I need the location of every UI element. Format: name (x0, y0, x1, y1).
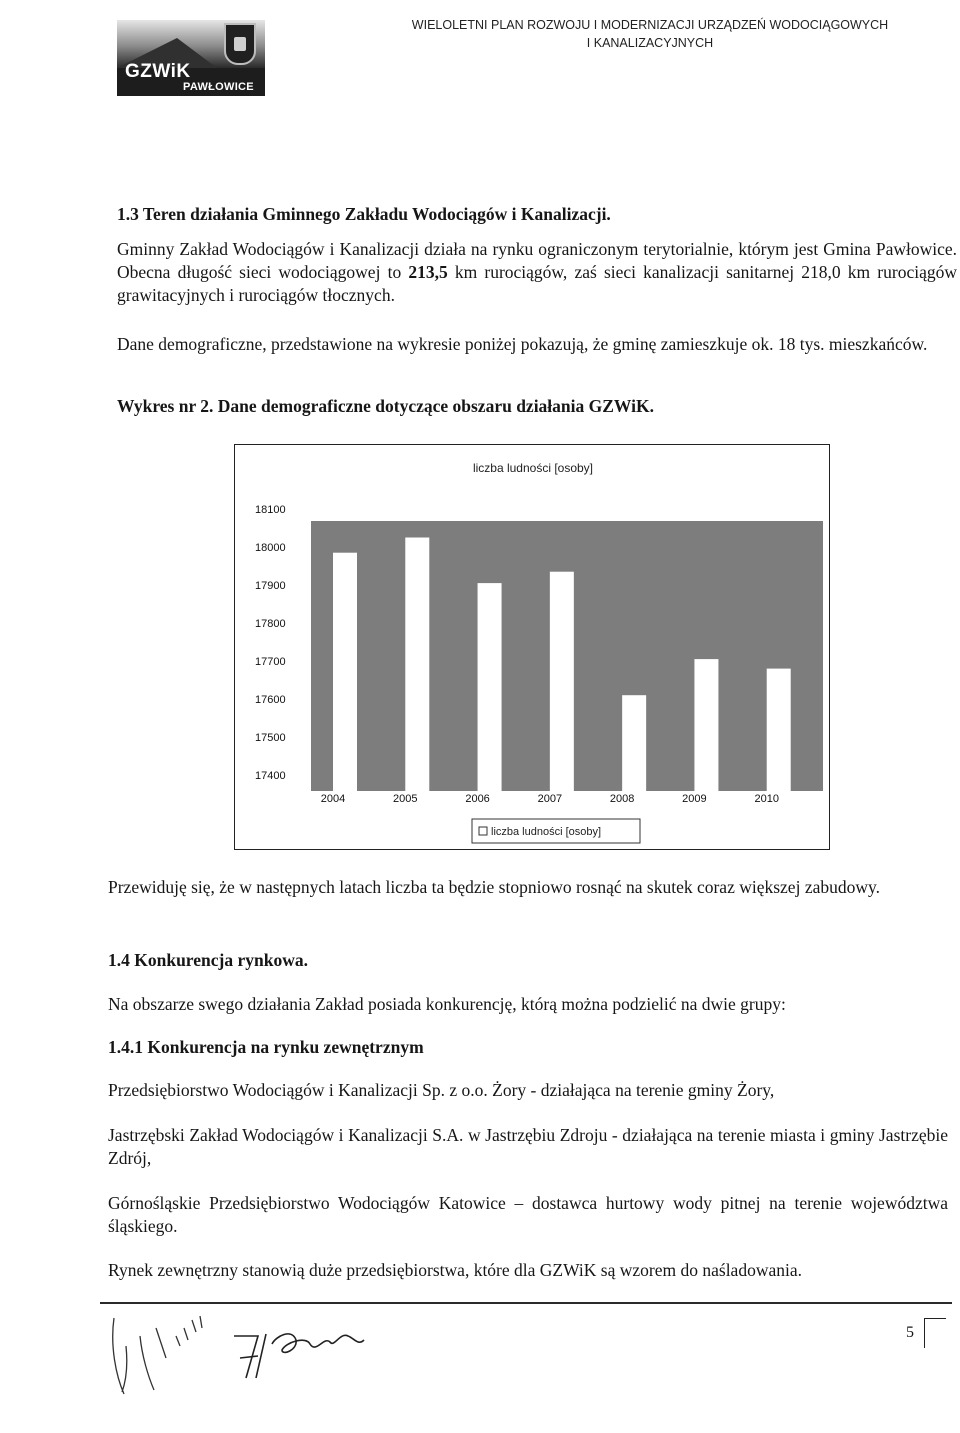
gzwik-logo (117, 20, 265, 96)
competitor-item-2: Jastrzębski Zakład Wodociągów i Kanalizacji S.A. w Jastrzębiu Zdroju - działająca na terenie miasta i gminy Jastrzębie Zdrój, (108, 1125, 948, 1168)
y-tick-17800: 17800 (255, 618, 286, 630)
network-length-value: 213,5 (408, 262, 448, 282)
y-tick-17500: 17500 (255, 732, 286, 744)
section-1-3-heading: 1.3 Teren działania Gminnego Zakładu Wodociągów i Kanalizacji. (117, 204, 611, 224)
y-tick-17600: 17600 (255, 694, 286, 706)
y-tick-17900: 17900 (255, 580, 286, 592)
population-chart (234, 444, 830, 850)
header-title-line2: I KANALIZACYJNYCH (586, 36, 714, 50)
x-tick-2010: 2010 (754, 793, 779, 805)
bar-2008 (622, 695, 646, 791)
chart-legend (472, 819, 640, 843)
legend-label: liczba ludności [osoby] (491, 826, 602, 838)
figure-title: Dane demograficzne dotyczące obszaru działania GZWiK. (213, 396, 654, 416)
page-number-tick (924, 1318, 946, 1319)
y-tick-17400: 17400 (255, 770, 286, 782)
y-tick-18100: 18100 (255, 504, 286, 516)
market-summary: Rynek zewnętrzny stanowią duże przedsiębiorstwa, które dla GZWiK są wzorem do naśladowania. (108, 1260, 802, 1280)
section-1-4-1-heading: 1.4.1 Konkurencja na rynku zewnętrznym (108, 1037, 424, 1057)
bar-2010 (767, 669, 791, 791)
page-number-bar (924, 1318, 925, 1348)
x-tick-2007: 2007 (537, 793, 563, 805)
chart-title: liczba ludności [osoby] (472, 461, 594, 475)
section-1-4-paragraph: Na obszarze swego działania Zakład posiada konkurencję, którą można podzielić na dwie grupy: (108, 994, 786, 1014)
x-tick-2005: 2005 (393, 793, 418, 805)
bar-2006 (478, 583, 502, 791)
bar-2004 (333, 553, 357, 791)
coat-of-arms-icon (224, 23, 256, 65)
x-tick-2006: 2006 (465, 793, 490, 805)
y-tick-18000: 18000 (255, 542, 286, 554)
figure-number: Wykres nr 2. (117, 396, 214, 416)
bar-2005 (405, 538, 429, 792)
y-tick-17700: 17700 (255, 656, 286, 668)
forecast-paragraph: Przewiduję się, że w następnych latach liczba ta będzie stopniowo rosnąć na skutek coraz większej zabudowy. (108, 877, 880, 897)
competitor-item-3: Górnośląskie Przedsiębiorstwo Wodociągów Katowice – dostawca hurtowy wody pitnej na terenie województwa śląskiego. (108, 1193, 948, 1236)
bar-2007 (550, 572, 574, 791)
figure-caption (117, 396, 957, 417)
document-header (370, 16, 930, 52)
x-tick-2009: 2009 (682, 793, 707, 805)
para-text-c: km rurociągów, zaś sieci kanalizacji sanitarnej 218,0 km rurociągów grawitacyjnych i rurociągów tłocznych. (117, 262, 957, 305)
logo-name: GZWiK (125, 61, 191, 82)
para-text-a: Gminny Zakład Wodociągów i Kanalizacji działa na rynku ograniczonym terytorialnie, którym jest Gmina Pawłowice. Obecna długość sieci wodociągowej to (117, 239, 957, 282)
x-tick-2008: 2008 (609, 793, 635, 805)
logo-place: PAWŁOWICE (183, 81, 254, 93)
page-number: 5 (906, 1324, 914, 1341)
section-1-3-paragraph-2: Dane demograficzne, przedstawione na wykresie poniżej pokazują, że gminę zamieszkuje ok. 18 tys. mieszkańców. (117, 334, 928, 354)
footer-rule (100, 1302, 952, 1304)
header-title-line1: WIELOLETNI PLAN ROZWOJU I MODERNIZACJI URZĄDZEŃ WODOCIĄGOWYCH (411, 18, 889, 32)
signature-icon (96, 1306, 416, 1406)
x-tick-2004: 2004 (320, 793, 346, 805)
legend-swatch (479, 827, 487, 835)
bar-2009 (694, 659, 718, 791)
section-1-3-paragraph-1 (117, 238, 957, 307)
section-1-4-heading: 1.4 Konkurencja rynkowa. (108, 950, 308, 970)
competitor-item-1: Przedsiębiorstwo Wodociągów i Kanalizacji Sp. z o.o. Żory - działająca na terenie gminy Żory, (108, 1080, 775, 1100)
chart-svg (235, 445, 831, 851)
